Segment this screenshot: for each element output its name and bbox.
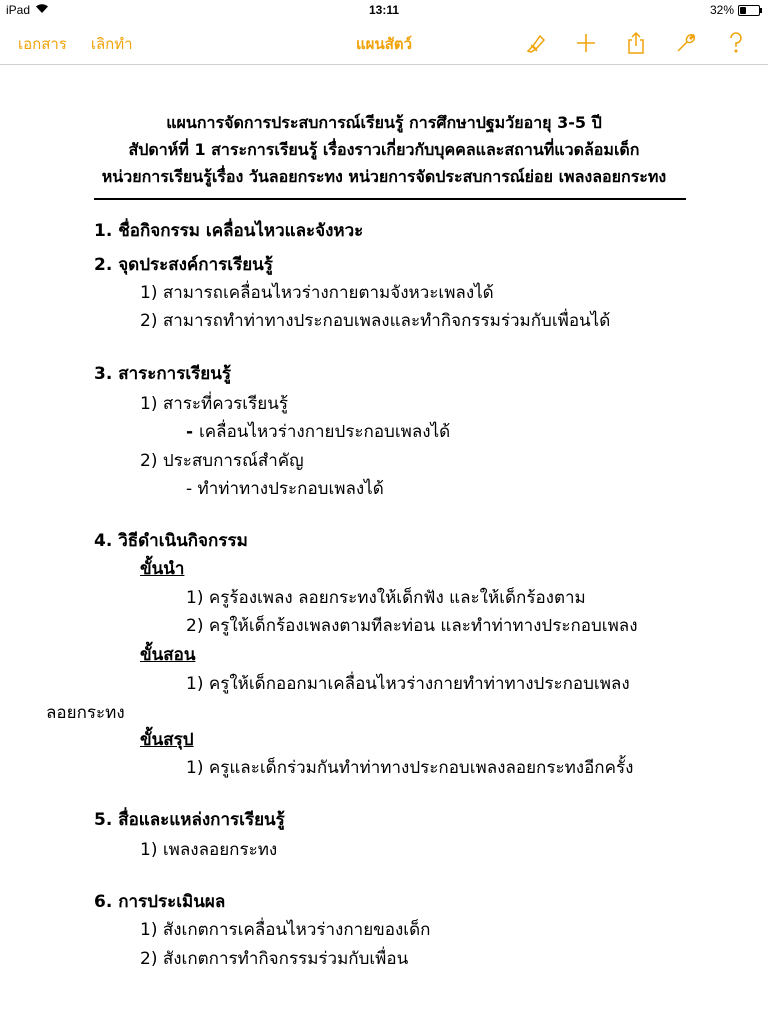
content-item-2: 2) ประสบการณ์สำคัญ <box>140 451 304 471</box>
stage-intro-label: ขั้นนำ <box>140 559 185 579</box>
section-1-heading: 1. ชื่อกิจกรรม เคลื่อนไหวและจังหวะ <box>94 221 364 241</box>
add-button[interactable] <box>572 30 600 56</box>
stage-teach-label: ขั้นสอน <box>140 645 196 665</box>
document-header <box>0 109 768 190</box>
stage-summary-step-1: 1) ครูและเด็กร่วมกันทำท่าทางประกอบเพลงลอยกระทงอีกครั้ง <box>186 758 634 778</box>
format-brush-button[interactable] <box>522 30 550 56</box>
status-right <box>710 3 760 17</box>
share-icon <box>625 31 647 55</box>
objective-2: 2) สามารถทำท่าทางประกอบเพลงและทำกิจกรรมร่วมกับเพื่อนได้ <box>140 311 611 331</box>
section-2-heading: 2. จุดประสงค์การเรียนรู้ <box>94 255 273 275</box>
stage-summary-label: ขั้นสรุป <box>140 730 194 750</box>
document-title: แผนสัตว์ <box>355 35 413 53</box>
help-button[interactable] <box>722 30 750 56</box>
header-line-3: หน่วยการเรียนรู้เรื่อง วันลอยกระทง หน่วยการจัดประสบการณ์ย่อย เพลงลอยกระทง <box>101 167 667 186</box>
objective-1: 1) สามารถเคลื่อนไหวร่างกายตามจังหวะเพลงได้ <box>140 283 494 303</box>
material-1: 1) เพลงลอยกระทง <box>140 840 278 860</box>
content-item-2-sub: - ทำท่าทางประกอบเพลงได้ <box>186 479 384 499</box>
question-mark-icon <box>728 32 744 54</box>
wrench-icon <box>675 32 697 54</box>
settings-button[interactable] <box>672 30 700 56</box>
status-time: 13:11 <box>368 3 400 17</box>
stage-intro-step-2: 2) ครูให้เด็กร้องเพลงตามทีละท่อน และทำท่าทางประกอบเพลง <box>186 616 638 636</box>
assessment-1: 1) สังเกตการเคลื่อนไหวร่างกายของเด็ก <box>140 920 431 940</box>
section-6-heading: 6. การประเมินผล <box>94 892 226 912</box>
content-item-1-dash: - <box>186 422 199 442</box>
status-bar <box>0 0 768 22</box>
stage-teach-step-1: 1) ครูให้เด็กออกมาเคลื่อนไหวร่างกายทำท่าทางประกอบเพลง <box>186 674 630 694</box>
documents-button[interactable]: เอกสาร <box>18 35 67 53</box>
document-page[interactable] <box>0 64 768 1024</box>
section-3-heading: 3. สาระการเรียนรู้ <box>94 364 232 384</box>
section-5-heading: 5. สื่อและแหล่งการเรียนรู้ <box>94 810 285 830</box>
content-item-1: 1) สาระที่ควรเรียนรู้ <box>140 394 288 414</box>
header-divider <box>94 198 686 200</box>
header-line-1: แผนการจัดการประสบการณ์เรียนรู้ การศึกษาปฐมวัยอายุ 3-5 ปี <box>166 113 602 132</box>
header-line-2: สัปดาห์ที่ 1 สาระการเรียนรู้ เรื่องราวเกี่ยวกับบุคคลและสถานที่แวดล้อมเด็ก <box>128 140 640 159</box>
stage-teach-step-1-continued: ลอยกระทง <box>46 703 125 723</box>
share-button[interactable] <box>622 30 650 56</box>
section-4-heading: 4. วิธีดำเนินกิจกรรม <box>94 531 248 551</box>
undo-button[interactable]: เลิกทำ <box>90 35 133 53</box>
toolbar-right <box>522 30 750 56</box>
battery-percent: 32% <box>709 3 734 17</box>
toolbar <box>0 22 768 65</box>
assessment-2: 2) สังเกตการทำกิจกรรมร่วมกับเพื่อน <box>140 949 409 969</box>
content-item-1-sub <box>186 420 450 444</box>
paintbrush-icon <box>525 32 547 54</box>
content-item-1-text: เคลื่อนไหวร่างกายประกอบเพลงได้ <box>198 422 451 442</box>
stage-intro-step-1: 1) ครูร้องเพลง ลอยกระทงให้เด็กฟัง และให้เด็กร้องตาม <box>186 588 586 608</box>
plus-icon <box>575 32 597 54</box>
device-name: iPad <box>6 3 31 17</box>
battery-icon <box>738 5 760 16</box>
